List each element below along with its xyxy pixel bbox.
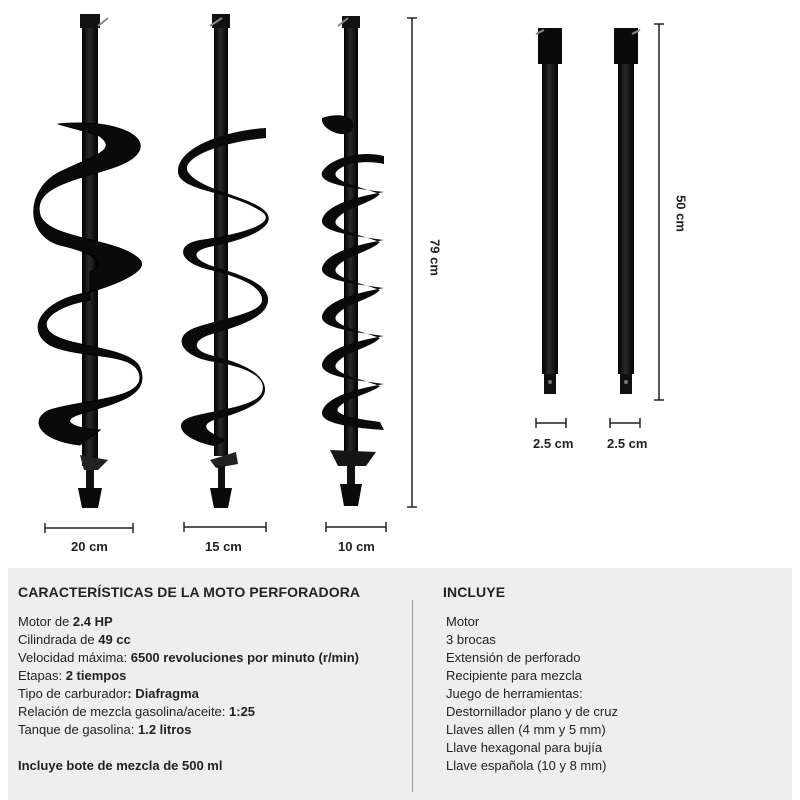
includes-item: Destornillador plano y de cruz — [446, 704, 618, 719]
auger-15-width-label: 15 cm — [205, 539, 242, 554]
extension-1-width-label: 2.5 cm — [533, 436, 574, 451]
specs-note: Incluye bote de mezcla de 500 ml — [18, 758, 223, 773]
extension-height-label: 50 cm — [673, 195, 689, 232]
specs-list — [18, 613, 359, 739]
spec-row: Motor de 2.4 HP — [18, 614, 113, 629]
includes-item: Recipiente para mezcla — [446, 668, 582, 683]
includes-item: Llave hexagonal para bujía — [446, 740, 603, 755]
spec-row: Velocidad máxima: 6500 revoluciones por minuto (r/min) — [18, 650, 360, 665]
includes-item: Juego de herramientas: — [446, 686, 583, 701]
specs-panel — [8, 568, 792, 800]
includes-item: Llave española (10 y 8 mm) — [446, 758, 607, 773]
extension-bar-1 — [536, 28, 562, 394]
auger-height-label: 79 cm — [427, 239, 443, 276]
auger-10-width-label: 10 cm — [338, 539, 375, 554]
includes-title: INCLUYE — [443, 584, 506, 600]
auger-15cm — [178, 14, 269, 508]
extension-2-width-label: 2.5 cm — [607, 436, 648, 451]
auger-20cm — [34, 14, 142, 508]
spec-row: Relación de mezcla gasolina/aceite: 1:25 — [18, 704, 256, 719]
spec-row: Tipo de carburador: Diafragma — [18, 686, 199, 701]
auger-10cm — [322, 16, 384, 506]
spec-row: Cilindrada de 49 cc — [18, 632, 131, 647]
includes-item: Extensión de perforado — [446, 650, 581, 665]
auger-20-width-label: 20 cm — [71, 539, 108, 554]
includes-item: Motor — [446, 614, 480, 629]
column-divider — [412, 600, 413, 792]
spec-row: Tanque de gasolina: 1.2 litros — [18, 722, 192, 737]
extension-bar-2 — [614, 28, 640, 394]
specs-title: CARACTERÍSTICAS DE LA MOTO PERFORADORA — [18, 584, 361, 600]
includes-list — [446, 613, 618, 775]
spec-row: Etapas: 2 tiempos — [18, 668, 127, 683]
includes-item: 3 brocas — [446, 632, 496, 647]
includes-item: Llaves allen (4 mm y 5 mm) — [446, 722, 606, 737]
